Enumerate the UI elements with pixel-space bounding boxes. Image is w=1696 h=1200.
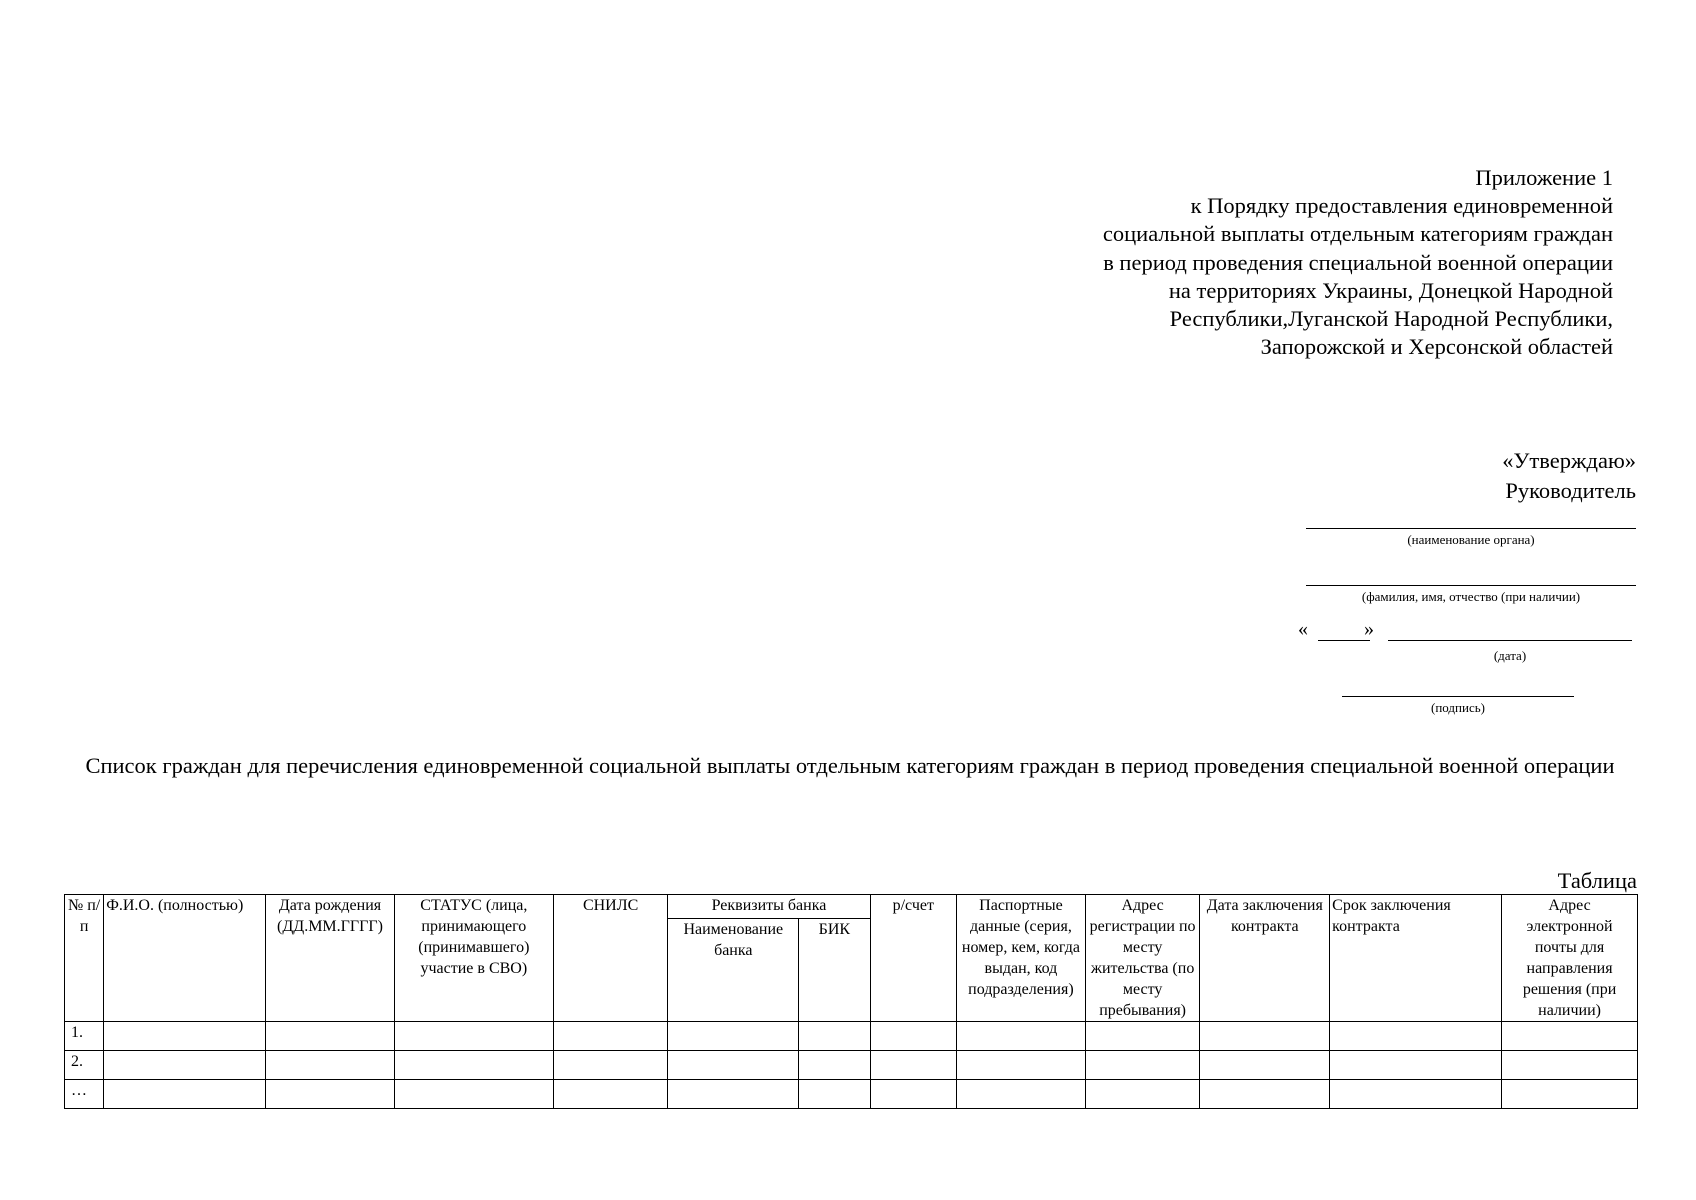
date-open-quote: «: [1298, 618, 1308, 640]
table-cell: [957, 1051, 1086, 1080]
table-cell: [1200, 1080, 1330, 1109]
appendix-line: Республики,Луганской Народной Республики,: [1169, 306, 1613, 332]
table-header-row: [65, 895, 1638, 919]
table-cell: [668, 1080, 799, 1109]
table-cell: [799, 1051, 870, 1080]
table-cell: [870, 1051, 956, 1080]
table-label: Таблица: [1557, 868, 1637, 893]
head-word: Руководитель: [1505, 478, 1636, 503]
table-cell: [957, 1080, 1086, 1109]
table-cell: [266, 1022, 395, 1051]
row-number: 2.: [65, 1051, 104, 1080]
org-name-caption: (наименование органа): [1407, 532, 1535, 547]
row-number: 1.: [65, 1022, 104, 1051]
org-name-line: [1306, 528, 1636, 529]
date-caption: (дата): [1493, 648, 1527, 663]
header-contract-date: Дата заключения контракта: [1200, 895, 1330, 1022]
date-field: [1298, 618, 1632, 642]
appendix-line: в период проведения специальной военной операции: [1103, 249, 1613, 275]
table-cell: [553, 1022, 668, 1051]
date-close-quote: »: [1364, 618, 1374, 640]
header-account: р/счет: [870, 895, 956, 1022]
table-cell: [1330, 1051, 1502, 1080]
header-address: Адрес регистрации по месту жительства (по месту пребывания): [1085, 895, 1200, 1022]
row-number: …: [65, 1080, 104, 1109]
table-cell: [1330, 1022, 1502, 1051]
table-cell: [1502, 1080, 1638, 1109]
table-cell: [553, 1080, 668, 1109]
full-name-field: [1306, 585, 1636, 605]
header-snils: СНИЛС: [553, 895, 668, 1022]
full-name-caption: (фамилия, имя, отчество (при наличии): [1361, 589, 1581, 604]
table-cell: [1330, 1080, 1502, 1109]
header-contract-term: Срок заключения контракта: [1330, 895, 1502, 1022]
appendix-line: Запорожской и Херсонской областей: [1260, 334, 1613, 360]
header-email: Адрес электронной почты для направления решения (при наличии): [1502, 895, 1638, 1022]
org-name-field: [1306, 528, 1636, 548]
table-cell: [870, 1080, 956, 1109]
table-cell: [1502, 1051, 1638, 1080]
table-row: [65, 1051, 1638, 1080]
list-title: Список граждан для перечисления единовременной социальной выплаты отдельным категориям граждан в период проведения специальной военной операции: [85, 753, 1615, 778]
table-cell: [668, 1022, 799, 1051]
table-cell: [1200, 1051, 1330, 1080]
appendix-line: Приложение 1: [1475, 165, 1613, 190]
table-cell: [394, 1051, 553, 1080]
approve-word: «Утверждаю»: [1502, 448, 1636, 473]
table-cell: [799, 1022, 870, 1051]
table-cell: [104, 1051, 266, 1080]
appendix-header: [973, 164, 1613, 361]
table-cell: [553, 1051, 668, 1080]
appendix-line: на территориях Украины, Донецкой Народной: [1168, 277, 1613, 303]
table-cell: [1085, 1080, 1200, 1109]
header-fio: Ф.И.О. (полностью): [104, 895, 266, 1022]
approval-block: [1300, 446, 1636, 506]
table-cell: [668, 1051, 799, 1080]
header-passport: Паспортные данные (серия, номер, кем, когда выдан, код подразделения): [957, 895, 1086, 1022]
signature-caption: (подпись): [1431, 700, 1485, 715]
signature-field: [1342, 696, 1574, 716]
table-cell: [1200, 1022, 1330, 1051]
header-bank-name: Наименование банка: [668, 919, 799, 1022]
date-line: [1388, 640, 1632, 641]
table-cell: [870, 1022, 956, 1051]
full-name-line: [1306, 585, 1636, 586]
table-cell: [1085, 1051, 1200, 1080]
header-birth-date: Дата рождения (ДД.ММ.ГГГГ): [266, 895, 395, 1022]
appendix-line: к Порядку предоставления единовременной: [1190, 193, 1613, 219]
table-cell: [104, 1022, 266, 1051]
table-row: [65, 1022, 1638, 1051]
table-cell: [957, 1022, 1086, 1051]
table-cell: [799, 1080, 870, 1109]
header-bank-details: Реквизиты банка: [668, 895, 870, 919]
table-cell: [104, 1080, 266, 1109]
table-cell: [394, 1080, 553, 1109]
header-status: СТАТУС (лица, принимающего (принимавшего) участие в СВО): [394, 895, 553, 1022]
table-cell: [1085, 1022, 1200, 1051]
table-row: [65, 1080, 1638, 1109]
citizens-table: [64, 894, 1638, 1109]
day-line: [1318, 640, 1370, 641]
table-cell: [1502, 1022, 1638, 1051]
table-cell: [266, 1080, 395, 1109]
table-cell: [394, 1022, 553, 1051]
appendix-line: социальной выплаты отдельным категориям граждан: [1102, 221, 1613, 247]
table-cell: [266, 1051, 395, 1080]
signature-line: [1342, 696, 1574, 697]
header-bik: БИК: [799, 919, 870, 1022]
header-num: № п/п: [65, 895, 104, 1022]
